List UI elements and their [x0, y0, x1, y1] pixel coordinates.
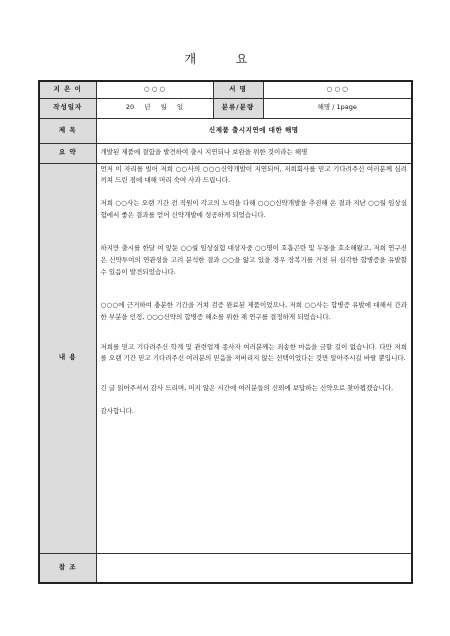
subject-value: 신제품 출시지연에 대한 해명 — [96, 118, 412, 143]
summary-row — [39, 143, 412, 163]
page-title: 개 요 — [184, 52, 266, 66]
date-row — [39, 98, 412, 118]
category-value: 해명 / 1page — [263, 98, 412, 118]
content-paragraph: 저희를 믿고 기다려주신 학계 및 관련업계 종사자 여러분께는 죄송한 마음을 금할 길이 없습니다. 다만 저희를 오랜 기간 믿고 기다려주신 여러분의 믿음을 져버리지 않는 선택이었다는 것만 알아주시길 바랄 뿐입니다. — [100, 342, 407, 363]
content-label: 내 용 — [39, 163, 96, 553]
summary-value: 개발된 제품에 결함을 발견하여 출시 지연되나 보완을 위한 것이라는 해명 — [96, 143, 412, 163]
subject-label: 제 목 — [39, 118, 96, 143]
content-paragraph: 저희 ○○사는 오랜 기간 전 직원이 각고의 노력을 다해 ○○○신약개발을 추진해 온 결과 지난 ○○월 임상실험에서 좋은 결과를 얻어 신약개발에 성공하게 되었습니다. — [100, 198, 407, 219]
signature-value: ○ ○ ○ — [263, 81, 412, 98]
content-paragraph: 먼저 이 자리를 빌어 저희 ○○사의 ○○○신약개발이 지연되어, 저희회사를 믿고 기다려주신 여러분께 심려 끼쳐 드린 점에 대해 머리 숙여 사과 드립니다. — [100, 164, 407, 185]
date-label: 작성일자 — [39, 98, 96, 118]
category-label: 분류/분량 — [213, 98, 263, 118]
summary-form — [38, 80, 413, 584]
content-body — [96, 163, 412, 553]
content-paragraph: 감사합니다. — [100, 406, 134, 415]
content-paragraph: ○○○에 근거하여 충분한 기간을 거쳐 검증 완료된 제품이었으나, 저희 ○○사는 합병증 유발에 대해서 간과한 부분을 인정, ○○○신약의 합병증 해소를 위한 재 연구를 결정하게 되었습니다. — [100, 301, 407, 321]
content-row — [39, 163, 412, 553]
content-paragraph: 하지만 출시를 한달 여 앞둔 ○○월 임상실험 대상자중 ○○명이 호흡곤란 및 두통을 호소해왔고, 저희 연구진은 신약투여의 연관성을 고려 분석한 결과 ○○을 앓고 있을 경우 장복기를 거친 뒤 심각한 합병증을 유발할 수 있음이 발견되었습니다. — [100, 244, 407, 276]
summary-label: 요 약 — [39, 143, 96, 163]
reference-label: 참 조 — [39, 553, 96, 583]
signature-label: 서 명 — [213, 81, 263, 98]
reference-row — [39, 553, 412, 583]
subject-row — [39, 118, 412, 143]
date-value: 20 년 월 일 — [96, 98, 213, 118]
author-label: 지 은 이 — [39, 81, 96, 98]
content-paragraph: 긴 글 읽어주셔서 감사 드리며, 머지 않은 시간에 여러분들의 신뢰에 보답하는 신약으로 찾아뵙겠습니다. — [100, 384, 394, 393]
author-row — [39, 81, 412, 98]
author-value: ○ ○ ○ — [96, 81, 213, 98]
reference-value — [96, 553, 412, 583]
